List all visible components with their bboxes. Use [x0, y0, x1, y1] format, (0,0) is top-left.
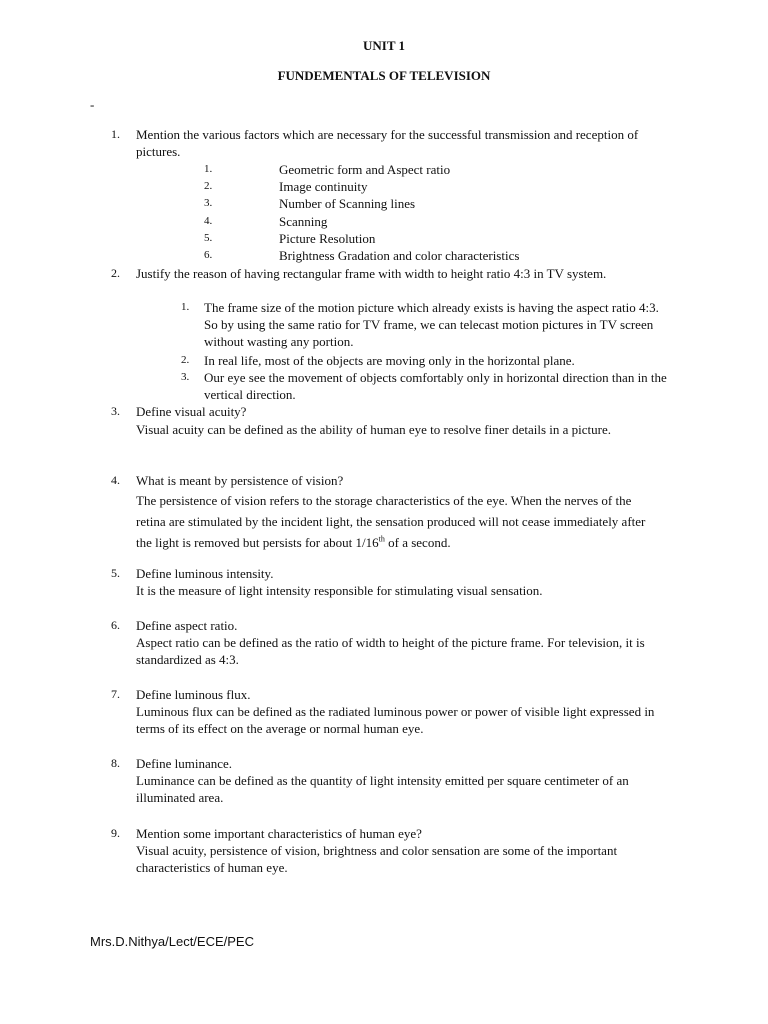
dash-mark: - [90, 97, 95, 112]
answer-4 [136, 490, 656, 553]
answer-6: Aspect ratio can be defined as the ratio of width to height of the picture frame. For television, it is standardized as 4:3. [136, 635, 645, 667]
factor-text: Brightness Gradation and color characteristics [279, 248, 520, 263]
factor-number: 2. [204, 180, 213, 192]
factor-number: 5. [204, 232, 213, 244]
factor-text: Image continuity [279, 179, 368, 194]
reason-text: The frame size of the motion picture which already exists is having the aspect ratio 4:3. So by using the same ratio for TV frame, we can telecast motion pictures in TV screen without wasting any portion. [204, 300, 659, 349]
reason-number: 1. [181, 301, 190, 313]
question-number: 9. [111, 826, 120, 840]
factor-number: 4. [204, 215, 213, 227]
reason-text: In real life, most of the objects are moving only in the horizontal plane. [204, 353, 575, 368]
factor-text: Scanning [279, 214, 328, 229]
question-number: 8. [111, 756, 120, 770]
unit-label: UNIT 1 [362, 38, 406, 53]
question-number: 5. [111, 566, 120, 580]
factor-text: Geometric form and Aspect ratio [279, 162, 451, 177]
question-number: 7. [111, 687, 120, 701]
question-number: 1. [111, 127, 120, 141]
answer-8: Luminance can be defined as the quantity of light intensity emitted per square centimeter of an illuminated area. [136, 773, 629, 805]
factor-text: Number of Scanning lines [279, 196, 416, 211]
question-text: Justify the reason of having rectangular frame with width to height ratio 4:3 in TV system. [136, 266, 607, 281]
question-text: Define visual acuity? [136, 404, 247, 419]
question-number: 3. [111, 404, 120, 418]
factor-number: 6. [204, 249, 213, 261]
question-text: Define luminous intensity. [136, 566, 274, 581]
footer-author: Mrs.D.Nithya/Lect/ECE/PEC [90, 934, 254, 949]
answer-text: The persistence of vision refers to the storage characteristics of the eye. When the nerves of the retina are stimulated by the incident light, the sensation produced will not cease immediately after the light is removed but persists for about 1/16 [136, 493, 646, 550]
question-text: Mention the various factors which are necessary for the successful transmission and reception of pictures. [136, 127, 639, 159]
reason-number: 3. [181, 371, 190, 383]
reason-text: Our eye see the movement of objects comfortably only in horizontal direction than in the vertical direction. [204, 370, 667, 402]
superscript-th: th [378, 534, 385, 544]
factor-number: 1. [204, 163, 213, 175]
factor-number: 3. [204, 197, 213, 209]
answer-7: Luminous flux can be defined as the radiated luminous power or power of visible light expressed in terms of its effect on the average or normal human eye. [136, 704, 655, 736]
document-title: FUNDEMENTALS OF TELEVISION [277, 68, 491, 83]
answer-3: Visual acuity can be defined as the ability of human eye to resolve finer details in a picture. [136, 422, 611, 437]
question-text: Define luminous flux. [136, 687, 251, 702]
question-text: What is meant by persistence of vision? [136, 473, 344, 488]
question-number: 4. [111, 473, 120, 487]
question-text: Define aspect ratio. [136, 618, 238, 633]
answer-9: Visual acuity, persistence of vision, brightness and color sensation are some of the important characteristics of human eye. [136, 843, 618, 875]
question-number: 2. [111, 266, 120, 280]
reason-number: 2. [181, 354, 190, 366]
question-number: 6. [111, 618, 120, 632]
question-text: Define luminance. [136, 756, 233, 771]
question-text: Mention some important characteristics of human eye? [136, 826, 422, 841]
answer-5: It is the measure of light intensity responsible for stimulating visual sensation. [136, 583, 543, 598]
answer-text-end: of a second. [384, 535, 451, 550]
factor-text: Picture Resolution [279, 231, 376, 246]
